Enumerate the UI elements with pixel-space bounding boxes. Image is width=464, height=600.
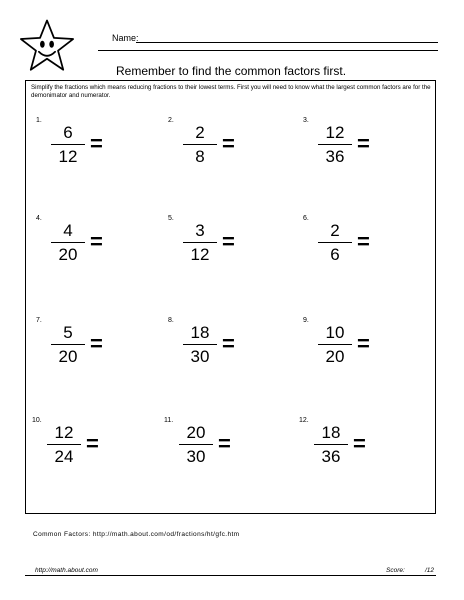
fraction-bar: [318, 242, 352, 243]
denominator: 20: [58, 347, 78, 366]
problem-11: [164, 417, 274, 487]
problem-7: [36, 317, 146, 387]
equals-sign: =: [90, 229, 103, 254]
fraction: [47, 423, 81, 467]
problem-3: [303, 117, 413, 187]
equals-sign: =: [218, 431, 231, 456]
score-label: Score:: [386, 567, 405, 574]
denominator: 20: [58, 245, 78, 264]
denominator: 30: [190, 347, 210, 366]
fraction-bar: [51, 242, 85, 243]
common-factors-link[interactable]: Common Factors: http://math.about.com/od/fractions/ht/gfc.htm: [33, 531, 240, 538]
numerator: 4: [63, 221, 73, 240]
equals-sign: =: [357, 331, 370, 356]
problem-number: 4.: [36, 215, 42, 222]
smiling-star-icon: [18, 17, 76, 75]
numerator: 10: [325, 323, 345, 342]
denominator: 36: [325, 147, 345, 166]
reminder-heading: Remember to find the common factors first.: [116, 64, 347, 78]
denominator: 6: [330, 245, 340, 264]
problem-number: 3.: [303, 117, 309, 124]
problem-9: [303, 317, 413, 387]
site-url[interactable]: http://math.about.com: [35, 567, 98, 574]
problem-number: 11.: [164, 417, 174, 424]
numerator: 2: [330, 221, 340, 240]
score-total: /12: [425, 567, 435, 574]
problem-number: 2.: [168, 117, 174, 124]
fraction-bar: [51, 144, 85, 145]
problem-1: [36, 117, 146, 187]
equals-sign: =: [353, 431, 366, 456]
fraction-bar: [318, 344, 352, 345]
fraction-bar: [47, 444, 81, 445]
fraction: [318, 323, 352, 367]
fraction-bar: [179, 444, 213, 445]
numerator: 5: [63, 323, 73, 342]
fraction: [51, 221, 85, 265]
problem-8: [168, 317, 278, 387]
equals-sign: =: [222, 229, 235, 254]
denominator: 36: [321, 447, 341, 466]
fraction: [179, 423, 213, 467]
denominator: 30: [186, 447, 206, 466]
fraction-bar: [314, 444, 348, 445]
fraction-bar: [183, 144, 217, 145]
fraction: [318, 123, 352, 167]
fraction-bar: [183, 344, 217, 345]
equals-sign: =: [357, 131, 370, 156]
problem-2: [168, 117, 278, 187]
problem-number: 9.: [303, 317, 309, 324]
problem-10: [32, 417, 142, 487]
problem-number: 8.: [168, 317, 174, 324]
fraction: [183, 221, 217, 265]
problem-6: [303, 215, 413, 285]
numerator: 20: [186, 423, 206, 442]
equals-sign: =: [222, 131, 235, 156]
fraction-bar: [318, 144, 352, 145]
name-label: Name:: [112, 33, 139, 43]
numerator: 18: [190, 323, 210, 342]
problem-number: 12.: [299, 417, 309, 424]
denominator: 12: [190, 245, 210, 264]
numerator: 12: [325, 123, 345, 142]
numerator: 6: [63, 123, 73, 142]
equals-sign: =: [90, 131, 103, 156]
problem-5: [168, 215, 278, 285]
problem-number: 7.: [36, 317, 42, 324]
equals-sign: =: [222, 331, 235, 356]
fraction: [318, 221, 352, 265]
fraction-bar: [183, 242, 217, 243]
numerator: 12: [54, 423, 74, 442]
fraction: [51, 323, 85, 367]
fraction: [51, 123, 85, 167]
denominator: 8: [195, 147, 205, 166]
header-divider: [98, 50, 438, 51]
numerator: 3: [195, 221, 205, 240]
denominator: 20: [325, 347, 345, 366]
worksheet-box: [25, 80, 436, 514]
footer-rule: [25, 575, 436, 576]
problem-number: 5.: [168, 215, 174, 222]
equals-sign: =: [86, 431, 99, 456]
fraction-bar: [51, 344, 85, 345]
fraction: [183, 323, 217, 367]
problem-number: 1.: [36, 117, 42, 124]
equals-sign: =: [90, 331, 103, 356]
equals-sign: =: [357, 229, 370, 254]
problem-number: 6.: [303, 215, 309, 222]
numerator: 2: [195, 123, 205, 142]
problem-number: 10.: [32, 417, 42, 424]
denominator: 24: [54, 447, 74, 466]
name-field-line[interactable]: [136, 42, 438, 43]
numerator: 18: [321, 423, 341, 442]
fraction: [314, 423, 348, 467]
problem-4: [36, 215, 146, 285]
denominator: 12: [58, 147, 78, 166]
instructions-text: Simplify the fractions which means reducing fractions to their lowest terms. First you will need to know what the largest common factors are for the demonimator and numerator.: [31, 84, 431, 99]
problem-12: [299, 417, 409, 487]
fraction: [183, 123, 217, 167]
